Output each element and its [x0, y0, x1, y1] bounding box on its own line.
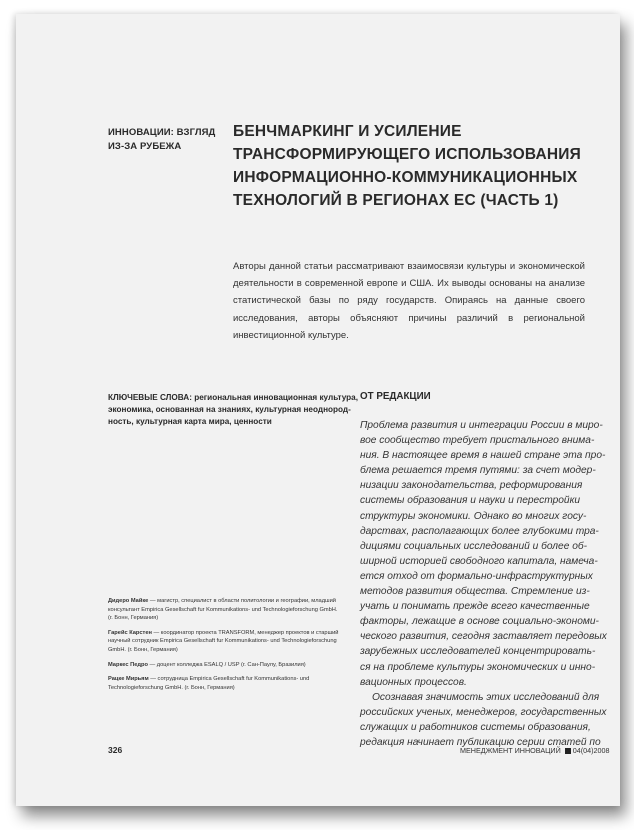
author-line: GmbH. (г. Бонн, Германия)	[108, 646, 178, 653]
author-line	[108, 597, 336, 606]
title-line: ТРАНСФОРМИРУЮЩЕГО ИСПОЛЬЗОВАНИЯ	[233, 146, 581, 163]
author-entry	[108, 661, 336, 670]
journal-issue: 04(04)2008	[572, 746, 610, 755]
author-name: Гарейс Карстен	[108, 629, 152, 636]
author-line: научный сотрудник Empirica Gesellschaft fur Kommunikations- und Technologieforschung	[108, 638, 337, 645]
running-footer	[460, 746, 610, 755]
author-bio: — магистр, специалист в области политологии и географии, младший	[148, 598, 336, 604]
square-bullet-icon	[565, 748, 571, 754]
title-line: БЕНЧМАРКИНГ И УСИЛЕНИЕ	[233, 123, 462, 140]
editorial-line: ширной историей свободного капитала, намеча-	[360, 555, 598, 567]
author-line: (г. Бонн, Германия)	[108, 615, 159, 622]
editorial-line: блема решается тремя путями: за счет модер-	[360, 465, 596, 477]
author-bio: — доцент колледжа ESALQ / USP (г. Сан-Паулу, Бразилия)	[147, 661, 306, 668]
editorial-line: низации законодательства, реформирования	[360, 480, 583, 492]
journal-page	[16, 14, 620, 806]
title-line: ИНФОРМАЦИОННО-КОММУНИКАЦИОННЫХ	[233, 169, 578, 186]
section-label-line: ИЗ-ЗА РУБЕЖА	[108, 141, 182, 152]
author-line: Technologieforschung GmbH. (г. Бонн, Германия)	[108, 684, 235, 691]
author-name: Рацке Мирьям	[108, 676, 149, 683]
keywords-line: ность, культурная карта мира, ценности	[108, 416, 272, 426]
author-name: Маркес Педро	[108, 661, 148, 668]
keywords-line: экономика, основанная на знаниях, культурная неоднород-	[108, 404, 351, 414]
author-entry	[108, 629, 339, 655]
editorial-line: российских ученых, менеджеров, государственных	[360, 706, 607, 718]
keywords	[108, 392, 358, 427]
editorial-line: ния. В настоящее время в нашей стране эта про-	[360, 450, 606, 462]
editorial-line: ческого развития, сегодня заставляет передовых	[360, 631, 607, 643]
editorial-line: вое сообщество требует пристального внима-	[360, 435, 595, 447]
journal-name: МЕНЕДЖМЕНТ ИННОВАЦИЙ	[460, 746, 561, 755]
editorial-line: зарубежных исследователей концентрировать-	[360, 646, 596, 658]
editorial-line: ся на проблеме культуры экономических и инно-	[360, 661, 596, 673]
editorial-line: факторы, лежащие в основе социально-экономи-	[360, 616, 599, 628]
editorial-line: служащих и работников системы образования,	[360, 721, 591, 733]
editorial-line: Осознавая значимость этих исследований для	[372, 691, 600, 703]
author-line	[108, 629, 339, 638]
editorial-line: структуры экономики. Однако во многих госу-	[360, 510, 587, 522]
author-bio: — сотрудница Empirica Gesellschaft fur Kommunikations- und	[148, 676, 310, 683]
author-line	[108, 661, 336, 670]
section-label-line: ИННОВАЦИИ: ВЗГЛЯД	[108, 127, 216, 138]
editorial-line: редакция начинает публикацию серии статей по	[360, 736, 601, 748]
page-number: 326	[108, 745, 123, 755]
author-list	[108, 597, 339, 698]
editorial-line: дициями социальных исследований и более об-	[360, 540, 587, 552]
author-line	[108, 675, 336, 684]
editorial-line: ется отход от формально-инфраструктурных	[360, 570, 593, 582]
author-line: консультант Empirica Gesellschaft fur Kommunikations- und Technologieforschung GmbH.	[108, 606, 338, 613]
author-name: Дидеро Майке	[108, 598, 149, 604]
keywords-line: КЛЮЧЕВЫЕ СЛОВА: региональная инновационная культура,	[108, 393, 358, 402]
editorial-line: системы образования и науки и перестройки	[360, 495, 581, 507]
editorial-line: методов развития общества. Стремление из-	[360, 586, 590, 598]
article-title	[233, 120, 613, 212]
title-line: ТЕХНОЛОГИЙ В РЕГИОНАХ ЕС (ЧАСТЬ 1)	[233, 192, 559, 209]
editorial-heading: ОТ РЕДАКЦИИ	[360, 391, 431, 402]
editorial-line: учать и понимать прежде всего качественные	[360, 601, 590, 613]
abstract: Авторы данной статьи рассматривают взаимосвязи культуры и экономической деятельности в современной европе и США. Их выводы основаны на анализе статистической базы по ряду государств. Опираясь на данные своего исследования, авторы объясняют причины различий в региональной инвестиционной культуре.	[233, 261, 585, 341]
section-label	[108, 126, 218, 154]
editorial-line: дарствах, располагающих более глубокими тра-	[360, 525, 599, 537]
editorial-line: Проблема развития и интеграции России в миро-	[360, 420, 603, 431]
author-bio: — координатор проекта TRANSFORM, менеджер проектов и старший	[151, 629, 339, 636]
author-entry	[108, 597, 336, 623]
editorial-line: вационных процессов.	[360, 676, 467, 688]
editorial-text	[360, 418, 607, 750]
author-entry	[108, 675, 336, 692]
